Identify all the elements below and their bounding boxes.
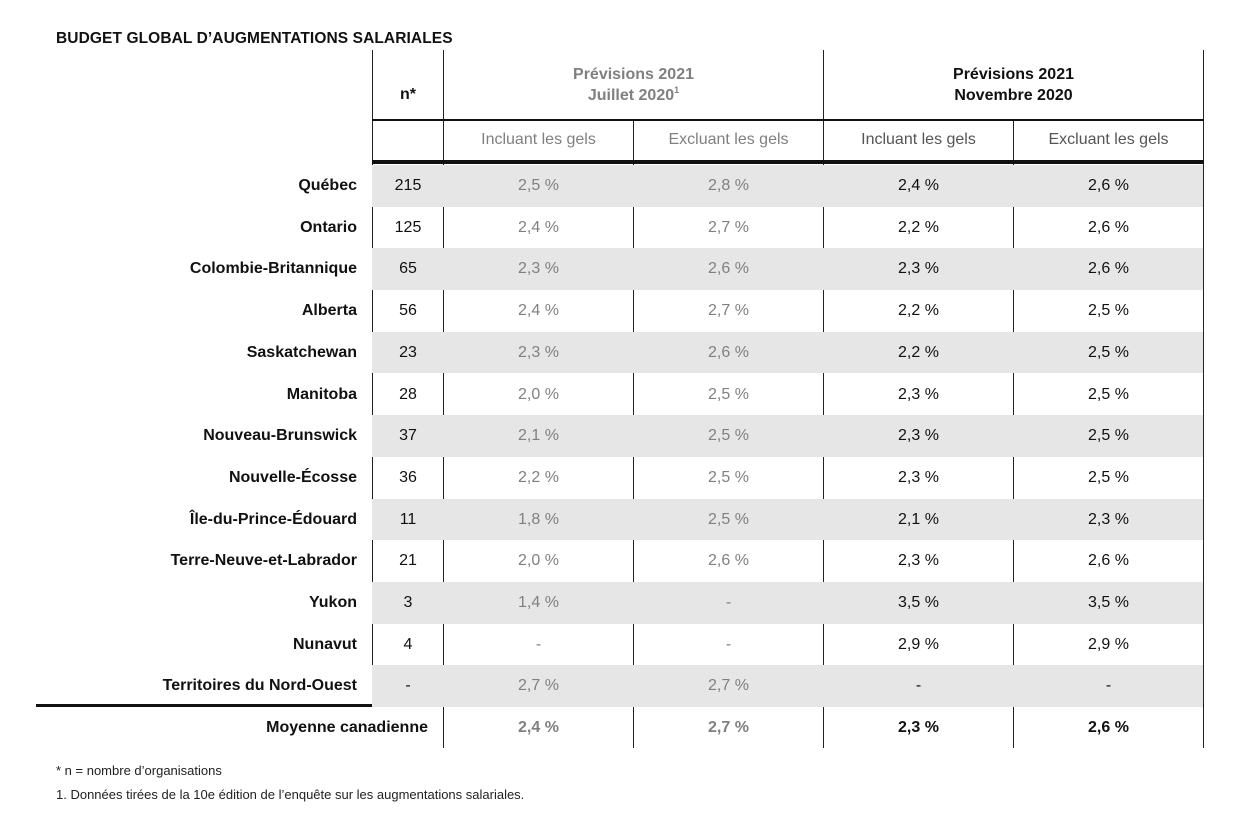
group-header-juillet-line2: Juillet 2020$^1$ [587, 85, 680, 104]
cell-n: 37 [399, 427, 417, 445]
column-divider [1203, 50, 1204, 163]
cell-juillet-including: 2,4 % [518, 218, 559, 236]
cell-juillet-excluding: 2,7 % [708, 218, 749, 236]
cell-novembre-excluding: 2,9 % [1088, 635, 1129, 653]
table-title: BUDGET GLOBAL D’AUGMENTATIONS SALARIALES [56, 30, 453, 47]
cell-n: 4 [403, 635, 413, 653]
cell-novembre-including: 2,3 % [898, 260, 939, 278]
cell-juillet-excluding: - [725, 635, 732, 653]
cell-novembre-excluding: 3,5 % [1088, 594, 1129, 611]
group-header-juillet-line1: Prévisions 2021 [573, 66, 694, 83]
cell-novembre-including: 2,3 % [898, 427, 939, 445]
cell-novembre-excluding: 2,6 % [1088, 260, 1129, 278]
average-novembre-including: 2,3 % [898, 719, 939, 736]
group-header-juillet [444, 64, 823, 106]
cell-novembre-including: 2,1 % [898, 510, 939, 528]
row-label: Alberta [301, 302, 357, 320]
average-label: Moyenne canadienne [266, 719, 428, 736]
cell-juillet-excluding: 2,5 % [708, 427, 749, 445]
row-label: Nunavut [293, 635, 357, 653]
cell-juillet-including: 2,1 % [518, 427, 559, 445]
row-label: Colombie-Britannique [189, 260, 357, 278]
cell-juillet-including: 2,4 % [518, 302, 559, 320]
subheader-novembre-including: Incluant les gels [861, 131, 976, 148]
cell-novembre-excluding: 2,5 % [1088, 468, 1129, 486]
cell-novembre-excluding: 2,5 % [1088, 343, 1129, 361]
header-divider [372, 119, 1204, 121]
average-juillet-including: 2,4 % [518, 719, 559, 736]
cell-juillet-excluding: 2,5 % [708, 468, 749, 486]
group-header-novembre [824, 64, 1203, 106]
cell-juillet-excluding: 2,7 % [708, 302, 749, 320]
cell-novembre-excluding: 2,5 % [1088, 302, 1129, 320]
cell-novembre-including: 2,2 % [898, 343, 939, 361]
cell-novembre-including: 2,3 % [898, 552, 939, 570]
cell-novembre-including: 2,2 % [898, 302, 939, 320]
footnote-marker: 1 [674, 85, 680, 95]
table-row [0, 165, 1250, 207]
cell-juillet-excluding: 2,6 % [708, 552, 749, 570]
cell-novembre-including: 2,4 % [898, 177, 939, 194]
row-label: Île-du-Prince-Édouard [189, 510, 357, 528]
table-row [0, 248, 1250, 290]
table-row [0, 457, 1250, 499]
row-label: Nouvelle-Écosse [228, 468, 357, 486]
group-header-novembre-line1: Prévisions 2021 [953, 66, 1074, 83]
cell-n: 3 [403, 594, 413, 611]
cell-n: 21 [399, 552, 417, 570]
cell-novembre-excluding: 2,6 % [1088, 177, 1129, 194]
cell-juillet-excluding: 2,7 % [708, 677, 749, 695]
cell-novembre-including: 2,3 % [898, 468, 939, 486]
cell-juillet-including: 2,3 % [518, 260, 559, 278]
cell-novembre-excluding: 2,6 % [1088, 552, 1129, 570]
cell-n: 215 [394, 177, 422, 194]
cell-novembre-including: 2,3 % [898, 385, 939, 403]
cell-n: 56 [399, 302, 417, 320]
cell-novembre-including: 2,9 % [898, 635, 939, 653]
cell-juillet-excluding: 2,6 % [708, 260, 749, 278]
table-row [0, 665, 1250, 707]
table-row [0, 290, 1250, 332]
cell-novembre-excluding: 2,6 % [1088, 218, 1129, 236]
row-label: Saskatchewan [246, 343, 357, 361]
cell-juillet-including: 1,8 % [518, 510, 559, 528]
header-bottom-rule [372, 160, 1204, 164]
subheader-juillet-including: Incluant les gels [481, 131, 596, 148]
cell-novembre-including: - [915, 677, 922, 695]
cell-n: 11 [399, 510, 417, 528]
row-label: Yukon [308, 594, 357, 611]
cell-juillet-including: - [535, 635, 542, 653]
row-label: Québec [298, 177, 357, 194]
cell-n: 23 [399, 343, 417, 361]
cell-n: 125 [394, 218, 422, 236]
table-row [0, 540, 1250, 582]
row-label: Ontario [300, 218, 357, 236]
cell-juillet-including: 2,3 % [518, 343, 559, 361]
row-label: Territoires du Nord-Ouest [162, 677, 357, 695]
table-row [0, 499, 1250, 541]
average-novembre-excluding: 2,6 % [1088, 719, 1129, 736]
cell-n: 36 [399, 468, 417, 486]
cell-juillet-excluding: 2,5 % [708, 385, 749, 403]
cell-n: - [405, 677, 411, 695]
cell-novembre-excluding: 2,5 % [1088, 385, 1129, 403]
cell-novembre-including: 2,2 % [898, 218, 939, 236]
footnote-source: 1. Données tirées de la 10e édition de l’enquête sur les augmentations salariales. [56, 787, 525, 802]
subheader-novembre-excluding: Excluant les gels [1048, 131, 1169, 148]
table-row [0, 374, 1250, 416]
table-row [0, 624, 1250, 666]
cell-juillet-including: 2,0 % [518, 385, 559, 403]
cell-juillet-including: 2,2 % [518, 468, 559, 486]
n-column-header: n* [400, 86, 416, 103]
cell-juillet-excluding: 2,5 % [708, 510, 749, 528]
column-divider [372, 50, 373, 163]
table-row [0, 582, 1250, 624]
cell-n: 65 [399, 260, 417, 278]
cell-juillet-including: 2,7 % [518, 677, 559, 695]
cell-novembre-including: 3,5 % [898, 594, 939, 611]
group-header-novembre-line2: Novembre 2020 [954, 87, 1073, 104]
cell-juillet-excluding: - [725, 594, 732, 611]
cell-novembre-excluding: 2,3 % [1088, 510, 1129, 528]
row-label: Terre-Neuve-et-Labrador [170, 552, 357, 570]
row-label: Nouveau-Brunswick [203, 427, 357, 445]
footnote-n: * n = nombre d’organisations [56, 763, 222, 778]
table-row [0, 415, 1250, 457]
cell-novembre-excluding: 2,5 % [1088, 427, 1129, 445]
cell-juillet-including: 2,0 % [518, 552, 559, 570]
cell-juillet-excluding: 2,6 % [708, 343, 749, 361]
table-row [0, 332, 1250, 374]
average-juillet-excluding: 2,7 % [708, 719, 749, 736]
cell-juillet-including: 1,4 % [518, 594, 559, 611]
row-label: Manitoba [286, 385, 357, 403]
table-row [0, 207, 1250, 249]
cell-juillet-including: 2,5 % [518, 177, 559, 194]
cell-novembre-excluding: - [1105, 677, 1112, 695]
subheader-juillet-excluding: Excluant les gels [668, 131, 789, 148]
cell-n: 28 [399, 385, 417, 403]
cell-juillet-excluding: 2,8 % [708, 177, 749, 194]
